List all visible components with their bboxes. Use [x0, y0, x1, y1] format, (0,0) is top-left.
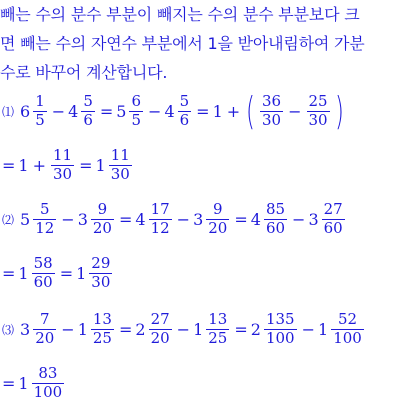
numerator: 27: [323, 200, 343, 218]
numerator: 27: [150, 310, 170, 328]
whole: 1: [18, 373, 29, 393]
whole: 3: [193, 209, 204, 229]
fraction: [32, 366, 65, 401]
whole: 4: [135, 209, 146, 229]
numerator: 13: [208, 310, 228, 328]
denominator: 30: [308, 110, 328, 129]
numerator: 7: [39, 310, 50, 328]
minus-sign: −: [61, 209, 75, 229]
whole: 3: [20, 319, 31, 339]
fraction: [81, 91, 95, 129]
whole: 1: [95, 155, 106, 175]
denominator: 60: [265, 218, 286, 237]
minus-sign: −: [292, 209, 306, 229]
right-paren: ): [334, 89, 344, 133]
problem-2-line-1: [2, 202, 347, 237]
problem-3-number: ⑶: [2, 322, 15, 337]
denominator: 12: [150, 218, 170, 237]
denominator: 20: [92, 218, 112, 237]
numerator: 135: [265, 310, 295, 328]
denominator: 30: [262, 110, 282, 129]
equals-sign: =: [2, 373, 16, 393]
whole: 2: [135, 319, 146, 339]
whole: 1: [193, 319, 204, 339]
numerator: 17: [150, 200, 170, 218]
whole: 6: [20, 101, 31, 121]
minus-sign: −: [148, 101, 162, 121]
fraction: [331, 312, 364, 347]
fraction: [89, 256, 112, 291]
denominator: 5: [35, 110, 45, 129]
numerator: 58: [33, 254, 53, 272]
fraction: [109, 148, 132, 183]
fraction: [33, 91, 47, 129]
fraction: [206, 312, 229, 347]
whole: 2: [250, 319, 261, 339]
fraction: [91, 202, 114, 237]
explanation-line-3: 수로 바꾸어 계산합니다.: [0, 63, 168, 82]
whole: 4: [68, 101, 79, 121]
problem-2-line-2: [2, 256, 114, 291]
denominator: 25: [208, 328, 228, 347]
plus-sign: +: [226, 101, 241, 121]
problem-2-number: ⑵: [2, 212, 15, 227]
numerator: 5: [83, 91, 93, 110]
fraction: [260, 91, 283, 129]
equals-sign: =: [234, 209, 248, 229]
numerator: 52: [337, 310, 358, 328]
fraction: [149, 312, 172, 347]
fraction: [264, 312, 297, 347]
whole: 1: [18, 263, 29, 283]
minus-sign: −: [61, 319, 75, 339]
denominator: 20: [208, 218, 228, 237]
whole: 5: [20, 209, 31, 229]
equals-sign: =: [99, 101, 114, 121]
equals-sign: =: [118, 209, 133, 229]
numerator: 25: [308, 91, 328, 110]
numerator: 83: [38, 364, 58, 382]
equals-sign: =: [79, 155, 93, 175]
whole: 3: [308, 209, 319, 229]
numerator: 29: [91, 254, 111, 272]
denominator: 100: [333, 328, 362, 347]
denominator: 5: [131, 110, 142, 129]
denominator: 30: [53, 164, 73, 183]
whole: 5: [116, 101, 127, 121]
fraction: [32, 256, 55, 291]
denominator: 6: [83, 110, 93, 129]
problem-3-line-2: [2, 366, 66, 401]
equals-sign: =: [234, 319, 248, 339]
denominator: 12: [35, 218, 55, 237]
explanation-line-2: 면 빼는 수의 자연수 부분에서 1을 받아내림하여 가분: [0, 34, 365, 53]
minus-sign: −: [301, 319, 315, 339]
denominator: 60: [33, 272, 53, 291]
denominator: 100: [265, 328, 295, 347]
numerator: 5: [179, 91, 190, 110]
minus-sign: −: [176, 319, 191, 339]
numerator: 11: [53, 146, 73, 164]
numerator: 85: [265, 200, 286, 218]
problem-1-line-1: [2, 89, 346, 133]
denominator: 20: [35, 328, 55, 347]
whole: 4: [250, 209, 261, 229]
denominator: 20: [150, 328, 170, 347]
numerator: 5: [39, 200, 50, 218]
whole: 3: [77, 209, 88, 229]
fraction: [91, 312, 114, 347]
left-paren: (: [246, 89, 256, 133]
problem-1-line-2: [2, 148, 134, 183]
problem-1-number: ⑴: [2, 104, 15, 119]
fraction: [178, 91, 192, 129]
equals-sign: =: [118, 319, 133, 339]
numerator: 11: [110, 146, 130, 164]
fraction: [51, 148, 74, 183]
numerator: 36: [262, 91, 282, 110]
denominator: 30: [110, 164, 130, 183]
fraction: [322, 202, 345, 237]
equals-sign: =: [2, 263, 16, 283]
minus-sign: −: [176, 209, 191, 229]
equals-sign: =: [59, 263, 74, 283]
denominator: 25: [92, 328, 112, 347]
numerator: 13: [92, 310, 112, 328]
whole: 1: [76, 263, 87, 283]
fraction: [307, 91, 330, 129]
fraction: [206, 202, 229, 237]
numerator: 9: [213, 200, 223, 218]
fraction: [149, 202, 172, 237]
whole: 1: [212, 101, 223, 121]
fraction: [129, 91, 143, 129]
fraction: [33, 202, 56, 237]
equals-sign: =: [196, 101, 210, 121]
problem-3-line-1: [2, 312, 366, 347]
whole: 1: [77, 319, 88, 339]
equals-sign: =: [2, 155, 16, 175]
whole: 1: [318, 319, 329, 339]
plus-sign: +: [32, 155, 46, 175]
minus-sign: −: [51, 101, 66, 121]
denominator: 30: [91, 272, 111, 291]
whole: 4: [164, 101, 175, 121]
fraction: [33, 312, 56, 347]
minus-sign: −: [288, 101, 302, 121]
numerator: 1: [35, 91, 45, 110]
denominator: 60: [323, 218, 343, 237]
whole: 1: [18, 155, 29, 175]
explanation-text: [0, 0, 400, 87]
numerator: 9: [97, 200, 108, 218]
denominator: 100: [33, 382, 63, 401]
fraction: [264, 202, 287, 237]
numerator: 6: [131, 91, 142, 110]
explanation-line-1: 빼는 수의 분수 부분이 빼지는 수의 분수 부분보다 크: [0, 5, 360, 24]
denominator: 6: [179, 110, 190, 129]
